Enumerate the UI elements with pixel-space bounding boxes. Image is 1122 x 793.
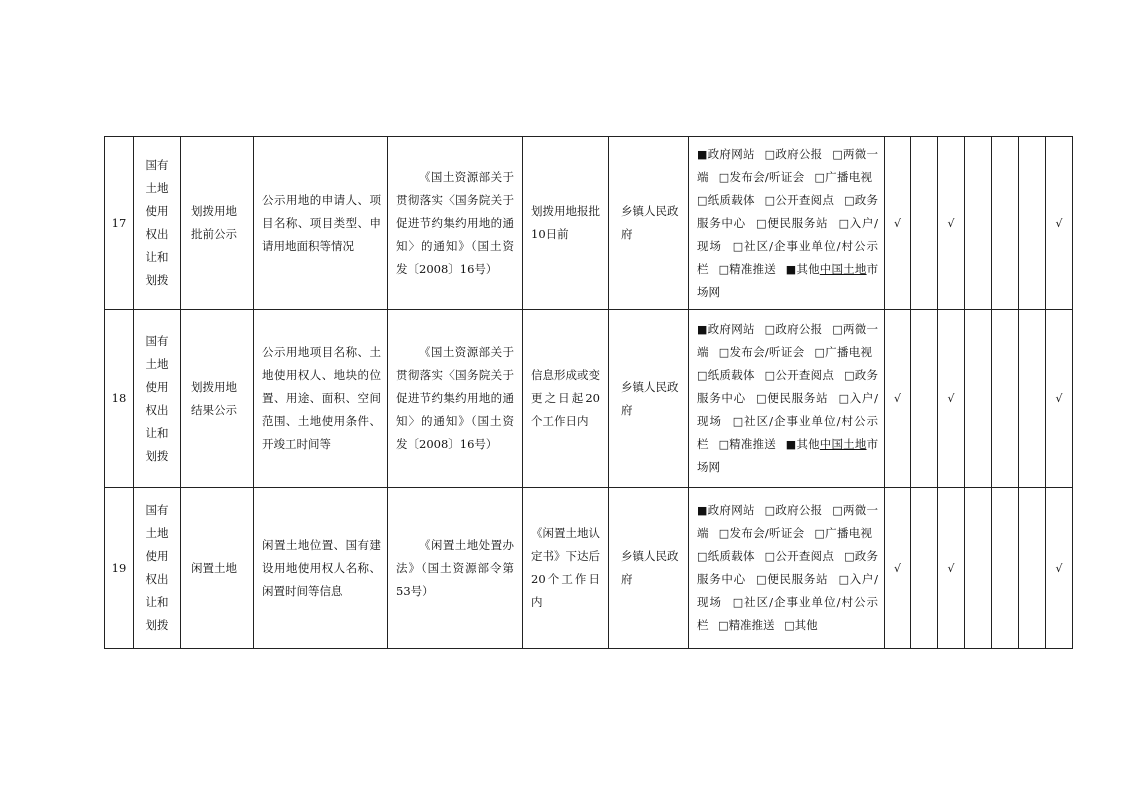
time-limit-cell: 信息形成或变更之日起20个工作日内 [523, 310, 609, 488]
unchecked-box-icon: □ [718, 438, 730, 451]
channel-option [814, 526, 872, 540]
channel-option [814, 170, 872, 184]
channel-label: 入户/现场 [697, 215, 878, 253]
unchecked-box-icon: □ [732, 596, 745, 609]
check-cell [1019, 488, 1046, 649]
unchecked-box-icon: □ [756, 216, 768, 230]
channel-option [718, 618, 774, 632]
channel-option [719, 170, 805, 184]
channel-option [814, 345, 872, 359]
category-cell: 国有土地使用权出让和划拨 [134, 488, 181, 649]
channel-cell [689, 137, 885, 310]
unchecked-box-icon: □ [697, 550, 708, 563]
unchecked-box-icon: □ [814, 527, 826, 540]
table-row [105, 488, 1073, 649]
channel-option [765, 368, 835, 382]
channel-option [719, 526, 805, 540]
category-cell: 国有土地使用权出让和划拨 [134, 310, 181, 488]
channel-label: 政府公报 [775, 322, 823, 336]
check-cell: √ [938, 137, 965, 310]
channel-label: 社区/企事业单位/村公示栏 [697, 414, 878, 451]
channel-label: 广播电视 [825, 345, 873, 359]
channel-label: 政务服务中心 [697, 549, 879, 586]
channel-option [697, 322, 755, 336]
channel-label: 政府网站 [707, 322, 755, 336]
channel-label: 政务服务中心 [697, 192, 879, 230]
content-cell: 公示用地的申请人、项目名称、项目类型、申请用地面积等情况 [254, 137, 388, 310]
basis-cell [388, 137, 523, 310]
channel-cell [689, 310, 885, 488]
subject-cell: 乡镇人民政府 [609, 137, 689, 310]
channel-label: 社区/企事业单位/村公示栏 [697, 238, 878, 276]
table-row [105, 137, 1073, 310]
unchecked-box-icon: □ [764, 369, 776, 382]
channel-label: 纸质载体 [707, 368, 755, 382]
channel-option [756, 572, 828, 586]
check-cell: √ [885, 310, 911, 488]
item-cell: 闲置土地 [181, 488, 254, 649]
channel-label: 发布会/听证会 [729, 345, 805, 359]
checked-box-icon: ■ [785, 438, 797, 451]
time-limit-cell: 划拨用地报批10日前 [523, 137, 609, 310]
channel-option [765, 503, 823, 517]
channel-other-site: 中国土地 [819, 261, 867, 276]
channel-label: 发布会/听证会 [729, 169, 805, 184]
check-cell [911, 310, 938, 488]
unchecked-box-icon: □ [832, 504, 843, 517]
channel-option [784, 618, 817, 632]
unchecked-box-icon: □ [844, 369, 855, 382]
check-cell [965, 137, 992, 310]
unchecked-box-icon: □ [838, 392, 850, 405]
channel-other-site-tail: 市场网 [697, 437, 879, 474]
channel-option [756, 216, 828, 230]
channel-option [697, 503, 755, 517]
channel-label: 政府公报 [775, 503, 823, 517]
channel-label: 精准推送 [728, 618, 775, 632]
checked-box-icon: ■ [697, 323, 708, 336]
channel-label: 社区/企事业单位/村公示栏 [697, 595, 878, 632]
channel-label: 两微一端 [697, 146, 879, 184]
basis-text: 《国土资源部关于贯彻落实〈国务院关于促进节约集约用地的通知〉的通知》（国土资发〔2008〕16号） [396, 345, 514, 451]
channel-label: 广播电视 [825, 526, 873, 540]
unchecked-box-icon: □ [697, 369, 708, 382]
check-cell [911, 488, 938, 649]
unchecked-box-icon: □ [764, 550, 776, 563]
channel-label: 其他 [794, 618, 818, 632]
check-cell: √ [938, 488, 965, 649]
channel-option [765, 549, 835, 563]
basis-cell [388, 310, 523, 488]
unchecked-box-icon: □ [718, 346, 730, 359]
subject-cell: 乡镇人民政府 [609, 310, 689, 488]
channel-label: 政府网站 [707, 146, 755, 161]
check-cell [992, 310, 1019, 488]
channel-other-site-tail: 市场网 [697, 261, 879, 299]
unchecked-box-icon: □ [718, 262, 730, 276]
channel-cell [689, 488, 885, 649]
basis-text: 《国土资源部关于贯彻落实〈国务院关于促进节约集约用地的通知〉的通知》（国土资发〔2008〕16号） [396, 169, 514, 276]
unchecked-box-icon: □ [718, 619, 729, 632]
unchecked-box-icon: □ [756, 573, 768, 586]
basis-text: 《闲置土地处置办法》（国土资源部令第53号） [396, 537, 514, 598]
channel-label: 政务服务中心 [697, 368, 879, 405]
category-cell: 国有土地使用权出让和划拨 [134, 137, 181, 310]
channel-other-site: 中国土地 [819, 437, 867, 451]
channel-label: 政府公报 [775, 146, 823, 161]
content-cell: 闲置土地位置、国有建设用地使用权人名称、闲置时间等信息 [254, 488, 388, 649]
channel-label: 入户/现场 [697, 391, 878, 428]
unchecked-box-icon: □ [756, 392, 768, 405]
row-number: 17 [105, 137, 134, 310]
channel-label: 入户/现场 [697, 572, 878, 609]
channel-option [697, 368, 755, 382]
unchecked-box-icon: □ [732, 239, 745, 253]
unchecked-box-icon: □ [814, 170, 826, 184]
channel-option [697, 193, 755, 207]
channel-label: 便民服务站 [767, 572, 829, 586]
unchecked-box-icon: □ [832, 323, 843, 336]
unchecked-box-icon: □ [814, 346, 826, 359]
time-limit-cell: 《闲置土地认定书》下达后20个工作日内 [523, 488, 609, 649]
channel-label: 其他 [796, 261, 820, 276]
channel-option [697, 147, 755, 161]
check-cell: √ [938, 310, 965, 488]
unchecked-box-icon: □ [838, 573, 850, 586]
checked-box-icon: ■ [697, 504, 708, 517]
unchecked-box-icon: □ [844, 550, 855, 563]
check-cell: √ [885, 488, 911, 649]
channel-option [765, 193, 835, 207]
channel-label: 两微一端 [697, 322, 879, 359]
check-cell [992, 137, 1019, 310]
channel-option [719, 262, 776, 276]
channel-label: 公开查阅点 [775, 192, 835, 207]
check-cell: √ [1046, 310, 1073, 488]
unchecked-box-icon: □ [697, 193, 708, 207]
channel-label: 广播电视 [825, 169, 873, 184]
channel-label: 便民服务站 [767, 391, 829, 405]
channel-option [719, 437, 776, 451]
channel-label: 纸质载体 [707, 192, 755, 207]
check-cell: √ [1046, 488, 1073, 649]
content-cell: 公示用地项目名称、土地使用权人、地块的位置、用途、面积、空间范围、土地使用条件、开竣工时间等 [254, 310, 388, 488]
unchecked-box-icon: □ [838, 216, 850, 230]
channel-label: 两微一端 [697, 503, 879, 540]
channel-label: 纸质载体 [707, 549, 755, 563]
check-cell [1019, 310, 1046, 488]
unchecked-box-icon: □ [764, 504, 776, 517]
checked-box-icon: ■ [785, 262, 797, 276]
channel-label: 其他 [796, 437, 820, 451]
check-cell [1019, 137, 1046, 310]
unchecked-box-icon: □ [764, 147, 776, 161]
unchecked-box-icon: □ [784, 619, 795, 632]
basis-cell [388, 488, 523, 649]
item-cell: 划拨用地结果公示 [181, 310, 254, 488]
unchecked-box-icon: □ [832, 147, 843, 161]
unchecked-box-icon: □ [764, 193, 776, 207]
table-row [105, 310, 1073, 488]
channel-option [765, 322, 823, 336]
table-body [105, 137, 1073, 649]
check-cell [992, 488, 1019, 649]
check-cell: √ [1046, 137, 1073, 310]
channel-option [765, 147, 823, 161]
channel-label: 政府网站 [707, 503, 755, 517]
channel-option [756, 391, 828, 405]
channel-label: 精准推送 [729, 261, 776, 276]
unchecked-box-icon: □ [718, 527, 730, 540]
channel-label: 公开查阅点 [775, 368, 835, 382]
unchecked-box-icon: □ [732, 415, 745, 428]
item-cell: 划拨用地批前公示 [181, 137, 254, 310]
disclosure-table [104, 136, 1073, 649]
check-cell [965, 310, 992, 488]
check-cell: √ [885, 137, 911, 310]
row-number: 18 [105, 310, 134, 488]
channel-option [697, 549, 755, 563]
channel-label: 发布会/听证会 [729, 526, 805, 540]
check-cell [911, 137, 938, 310]
subject-cell: 乡镇人民政府 [609, 488, 689, 649]
channel-label: 公开查阅点 [775, 549, 835, 563]
unchecked-box-icon: □ [718, 170, 730, 184]
channel-label: 精准推送 [729, 437, 776, 451]
checked-box-icon: ■ [697, 147, 708, 161]
row-number: 19 [105, 488, 134, 649]
unchecked-box-icon: □ [844, 193, 855, 207]
unchecked-box-icon: □ [764, 323, 776, 336]
channel-label: 便民服务站 [767, 215, 829, 230]
check-cell [965, 488, 992, 649]
channel-option [719, 345, 805, 359]
